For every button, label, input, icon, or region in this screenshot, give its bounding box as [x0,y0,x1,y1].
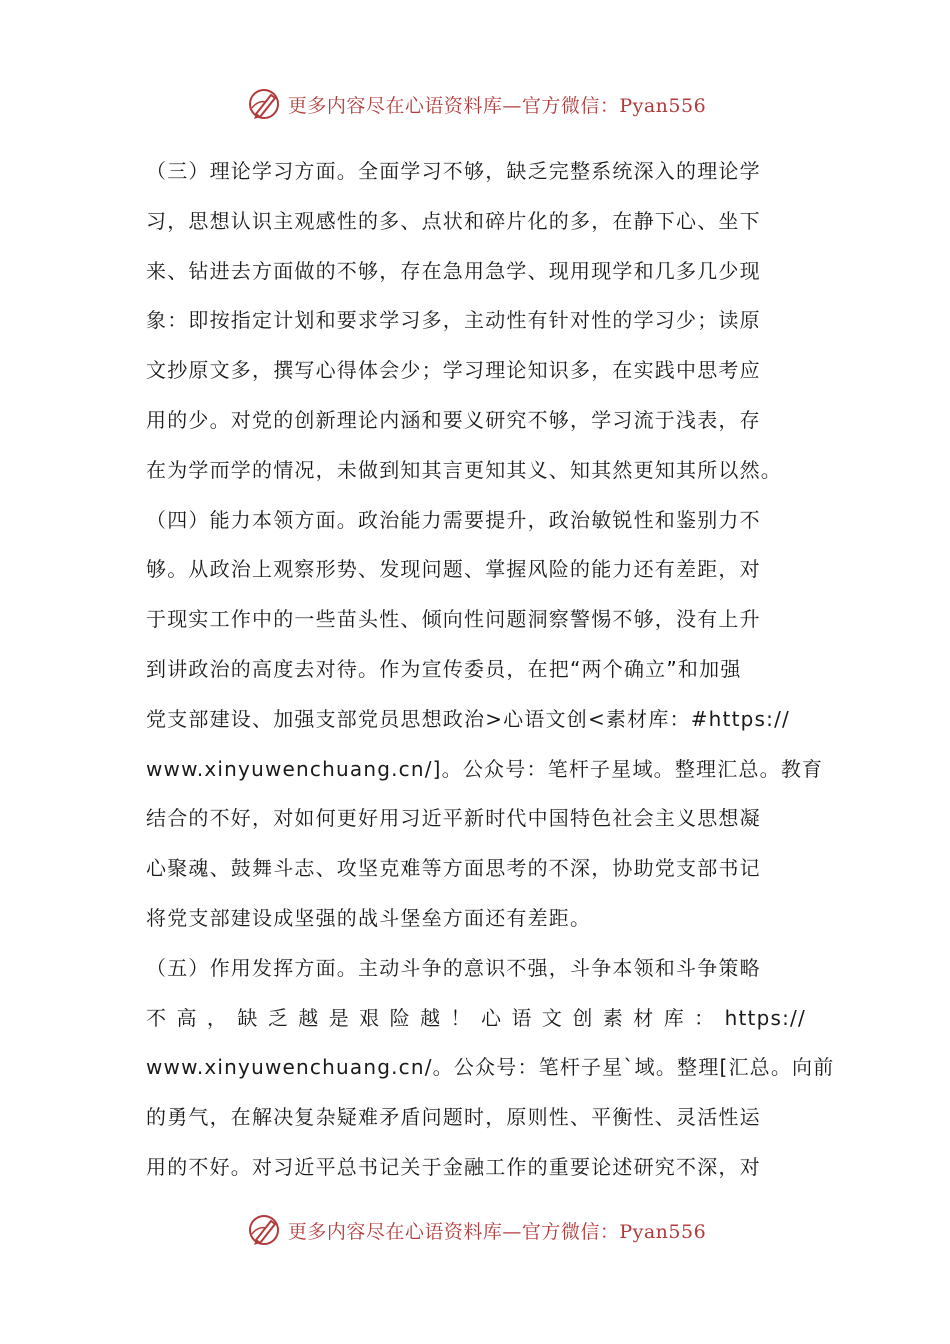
text-line: 用的不好。对习近平总书记关于金融工作的重要论述研究不深，对 [146,1154,761,1179]
text-line: 的勇气，在解决复杂疑难矛盾问题时，原则性、平衡性、灵活性运 [146,1105,761,1130]
pen-logo-icon [244,1210,284,1250]
text-line: 来、钻进去方面做的不够，存在急用急学、现用现学和几多几少现 [146,258,761,283]
text-line: 在为学而学的情况，未做到知其言更知其义、知其然更知其所以然。 [146,457,782,482]
text-line: （四）能力本领方面。政治能力需要提升，政治敏锐性和鉴别力不 [146,507,761,532]
document-body [146,147,835,1193]
text-line: 于现实工作中的一些苗头性、倾向性问题洞察警惕不够，没有上升 [146,607,761,632]
header-watermark-banner [0,82,950,126]
text-line: 够。从政治上观察形势、发现问题、掌握风险的能力还有差距，对 [146,557,761,582]
text-line: www.xinyuwenchuang.cn/]。公众号：笔杆子星域。整理汇总。教育 [146,756,824,781]
footer-watermark-banner [0,1208,950,1252]
text-line: 结合的不好，对如何更好用习近平新时代中国特色社会主义思想凝 [146,806,761,831]
text-line: 到讲政治的高度去对待。作为宣传委员，在把“两个确立”和加强 [146,656,742,681]
text-line: 习，思想认识主观感性的多、点状和碎片化的多，在静下心、坐下 [146,208,761,233]
header-watermark-text: 更多内容尽在心语资料库—官方微信：Pyan556 [287,94,707,117]
footer-watermark-text: 更多内容尽在心语资料库—官方微信：Pyan556 [287,1220,707,1243]
text-line: 将党支部建设成坚强的战斗堡垒方面还有差距。 [146,905,592,930]
text-line-justified: 不 高 ， 缺 乏 越 是 艰 险 越 ！ 心 语 文 创 素 材 库 ： https:// [146,1005,806,1030]
text-line: 用的少。对党的创新理论内涵和要义研究不够，学习流于浅表，存 [146,407,761,432]
pen-logo-icon [244,84,284,124]
text-line: （五）作用发挥方面。主动斗争的意识不强，斗争本领和斗争策略 [146,955,761,980]
text-line: 象：即按指定计划和要求学习多，主动性有针对性的学习少；读原 [146,308,761,333]
text-line: 心聚魂、鼓舞斗志、攻坚克难等方面思考的不深，协助党支部书记 [146,856,761,881]
text-line: （三）理论学习方面。全面学习不够，缺乏完整系统深入的理论学 [146,159,761,183]
text-line: 党支部建设、加强支部党员思想政治>心语文创<素材库：#https:// [146,706,790,731]
text-line: 文抄原文多，撰写心得体会少；学习理论知识多，在实践中思考应 [146,358,761,383]
text-line: www.xinyuwenchuang.cn/。公众号：笔杆子星`域。整理[汇总。向前 [146,1055,835,1080]
